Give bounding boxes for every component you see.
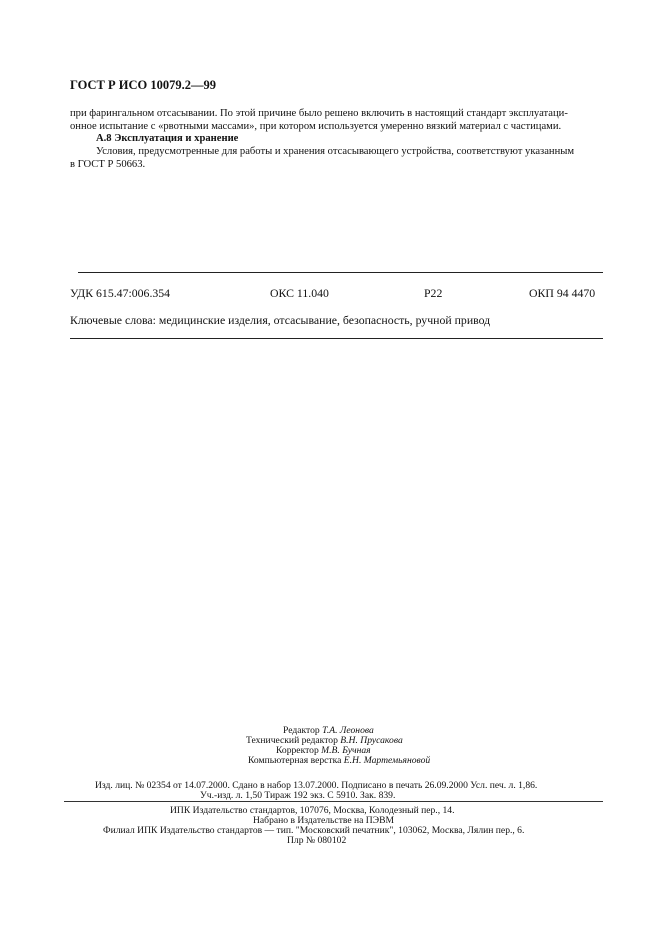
- credit-tech-editor-name: В.Н. Прусакова: [340, 735, 403, 746]
- imprint-line-5: Филиал ИПК Издательство стандартов — тип. "Московский печатник", 103062, Москва, Лялин пер., 6.: [103, 825, 525, 836]
- credit-layout-name: Е.Н. Мартемьяновой: [343, 755, 431, 766]
- credit-tech-editor-label: Технический редактор: [246, 735, 338, 746]
- credit-layout-label: Компьютерная верстка: [248, 755, 342, 766]
- imprint-line-6: Плр № 080102: [287, 835, 347, 846]
- credit-corrector-label: Корректор: [276, 745, 319, 756]
- credit-layout: [248, 755, 430, 766]
- body-line-2: онное испытание с «рвотными массами», при котором используется умеренно вязкий материал с частицами.: [70, 121, 562, 132]
- oks-code: ОКС 11.040: [270, 286, 329, 300]
- body-line-1: при фарингальном отсасывании. По этой причине было решено включить в настоящий стандарт эксплуатаци-: [70, 108, 568, 119]
- imprint-line-3: ИПК Издательство стандартов, 107076, Москва, Колодезный пер., 14.: [170, 805, 455, 816]
- credit-corrector-name: М.В. Бучная: [321, 745, 371, 756]
- imprint-line-1: Изд. лиц. № 02354 от 14.07.2000. Сдано в набор 13.07.2000. Подписано в печать 26.09.2000 Усл. печ. л. 1,86.: [95, 780, 538, 791]
- credit-editor-label: Редактор: [283, 725, 320, 736]
- divider-top: [78, 272, 603, 273]
- body-line-4: в ГОСТ Р 50663.: [70, 159, 146, 170]
- group-code: Р22: [424, 286, 443, 300]
- body-line-3: Условия, предусмотренные для работы и хранения отсасывающего устройства, соответствуют указанным: [96, 146, 575, 157]
- imprint-divider: [64, 801, 603, 802]
- okp-code: ОКП 94 4470: [529, 286, 596, 300]
- section-heading: А.8 Эксплуатация и хранение: [96, 133, 239, 144]
- document-header: ГОСТ Р ИСО 10079.2—99: [70, 78, 216, 92]
- imprint-line-2: Уч.-изд. л. 1,50 Тираж 192 экз. С 5910. Зак. 839.: [200, 790, 396, 801]
- imprint-line-4: Набрано в Издательстве на ПЭВМ: [253, 815, 394, 826]
- keywords: Ключевые слова: медицинские изделия, отсасывание, безопасность, ручной привод: [70, 313, 491, 327]
- credit-editor-name: Т.А. Леонова: [322, 725, 374, 736]
- divider-bottom: [70, 338, 603, 339]
- udk-code: УДК 615.47:006.354: [70, 286, 171, 300]
